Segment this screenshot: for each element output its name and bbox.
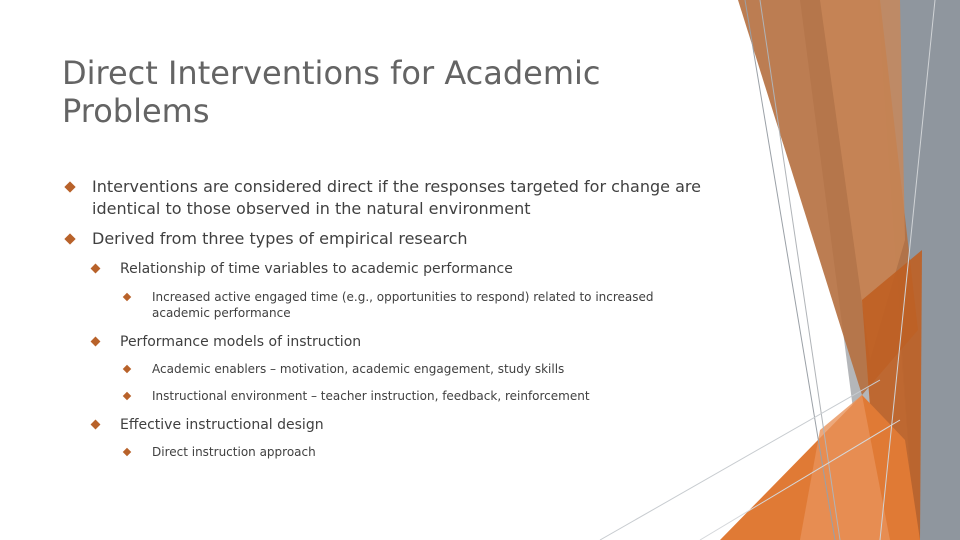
- bullet-text: Derived from three types of empirical research: [92, 229, 468, 248]
- bullet-text: Interventions are considered direct if the responses targeted for change are identical to those observed in the natural environment: [92, 177, 701, 218]
- bullet-text: Direct instruction approach: [152, 445, 316, 459]
- bullet-text: Relationship of time variables to academic performance: [120, 261, 513, 277]
- bullet-text: Performance models of instruction: [120, 334, 362, 350]
- bullet-text: Instructional environment – teacher instruction, feedback, reinforcement: [152, 389, 590, 403]
- bullet-text: Academic enablers – motivation, academic engagement, study skills: [152, 362, 565, 376]
- bullet-text: Increased active engaged time (e.g., opportunities to respond) related to increased academic performance: [152, 290, 654, 320]
- bullet-text: Effective instructional design: [120, 417, 324, 433]
- slide-title: Direct Interventions for Academic Problems: [62, 54, 601, 130]
